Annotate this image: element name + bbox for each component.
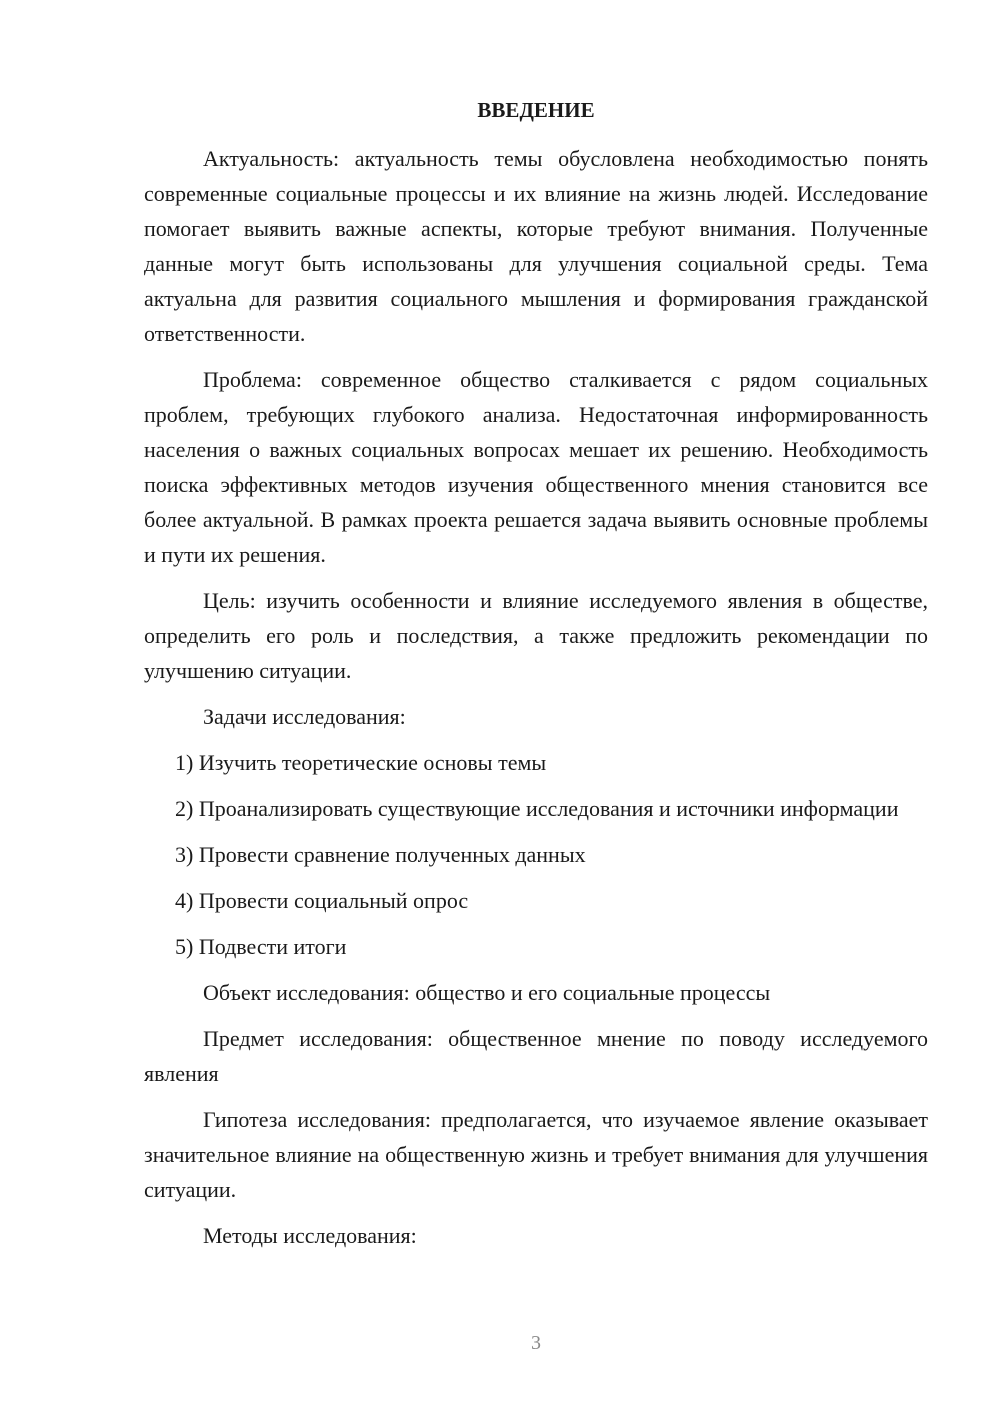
paragraph-hypothesis: Гипотеза исследования: предполагается, что изучаемое явление оказывает значительное влияние на общественную жизнь и требует внимания для улучшения ситуации. — [144, 1107, 928, 1202]
document-page — [144, 95, 928, 1264]
task-item-2: 2) Проанализировать существующие исследования и источники информации — [175, 796, 899, 821]
paragraph-goal: Цель: изучить особенности и влияние исследуемого явления в обществе, определить его роль и последствия, а также предложить рекомендации по улучшению ситуации. — [144, 588, 928, 683]
task-item-3: 3) Провести сравнение полученных данных — [175, 842, 586, 867]
tasks-heading: Задачи исследования: — [203, 704, 406, 729]
task-item-1: 1) Изучить теоретические основы темы — [175, 750, 547, 775]
paragraph-relevance: Актуальность: актуальность темы обусловлена необходимостью понять современные социальные процессы и их влияние на жизнь людей. Исследование помогает выявить важные аспекты, которые требуют внимания. Полученные данные могут быть использованы для улучшения социальной среды. Тема актуальна для развития социального мышления и формирования гражданской ответственности. — [144, 146, 928, 346]
task-item-4: 4) Провести социальный опрос — [175, 888, 469, 913]
paragraph-subject: Предмет исследования: общественное мнение по поводу исследуемого явления — [144, 1026, 928, 1086]
page-number: 3 — [531, 1332, 541, 1354]
section-title: ВВЕДЕНИЕ — [477, 98, 595, 122]
paragraph-object: Объект исследования: общество и его социальные процессы — [203, 980, 771, 1005]
paragraph-problem: Проблема: современное общество сталкивается с рядом социальных проблем, требующих глубокого анализа. Недостаточная информированность населения о важных социальных вопросах мешает их решению. Необходимость поиска эффективных методов изучения общественного мнения становится все более актуальной. В рамках проекта решается задача выявить основные проблемы и пути их решения. — [144, 367, 928, 567]
methods-heading: Методы исследования: — [203, 1223, 417, 1248]
task-item-5: 5) Подвести итоги — [175, 934, 347, 959]
